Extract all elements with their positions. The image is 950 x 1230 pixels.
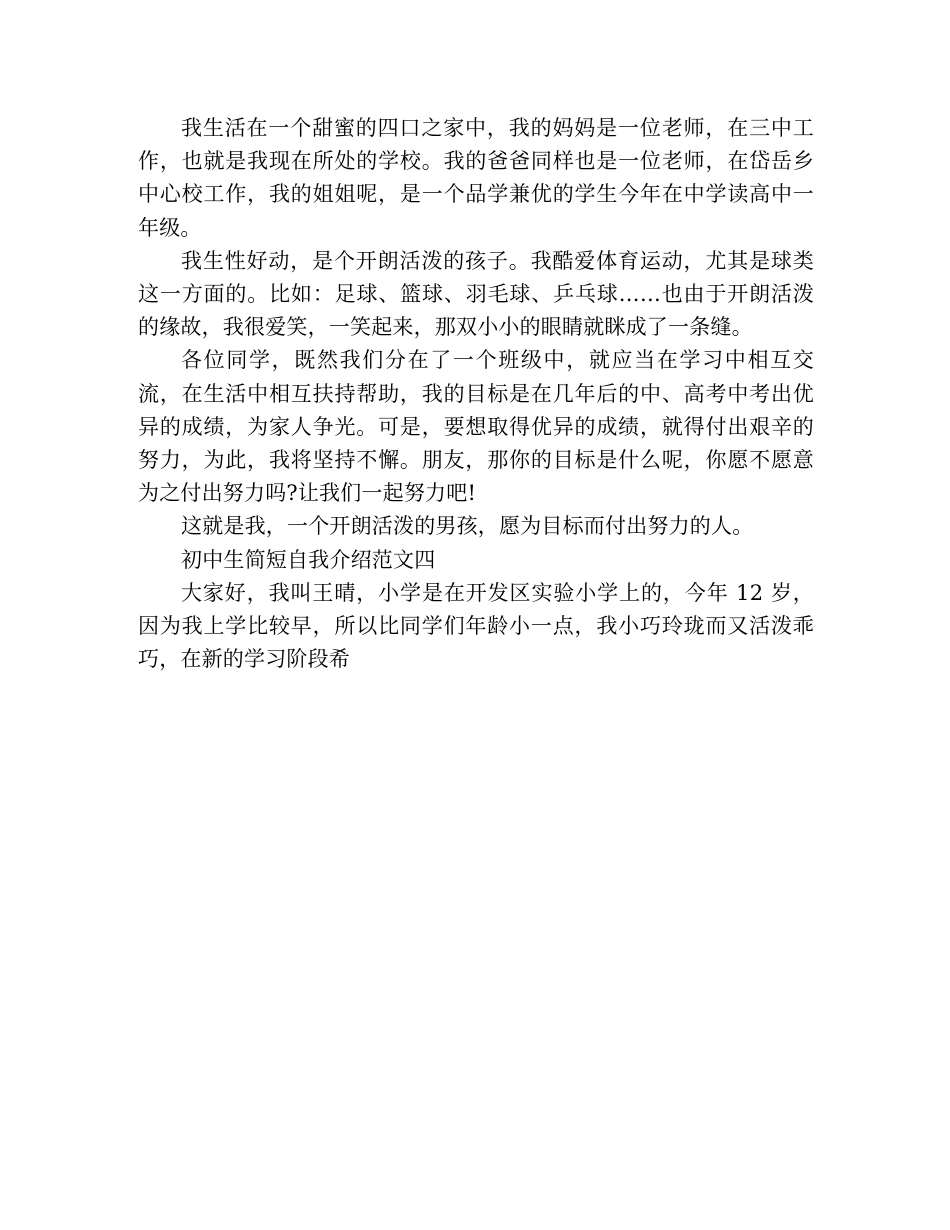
- paragraph-introduction: 大家好，我叫王晴，小学是在开发区实验小学上的，今年 12 岁，因为我上学比较早，所以比同学们年龄小一点，我小巧玲珑而又活泼乖巧，在新的学习阶段希: [138, 580, 814, 672]
- paragraph-goals: 各位同学，既然我们分在了一个班级中，就应当在学习中相互交流，在生活中相互扶持帮助，我的目标是在几年后的中、高考中考出优异的成绩，为家人争光。可是，要想取得优异的成绩，就得付出艰辛的努力，为此，我将坚持不懈。朋友，那你的目标是什么呢，你愿不愿意为之付出努力吗?让我们一起努力吧!: [138, 348, 814, 506]
- document-body: [138, 112, 814, 676]
- paragraph-family: 我生活在一个甜蜜的四口之家中，我的妈妈是一位老师，在三中工作，也就是我现在所处的学校。我的爸爸同样也是一位老师，在岱岳乡中心校工作，我的姐姐呢，是一个品学兼优的学生今年在中学读高中一年级。: [138, 116, 814, 240]
- paragraph-personality: 我生性好动，是个开朗活泼的孩子。我酷爱体育运动，尤其是球类这一方面的。比如：足球、篮球、羽毛球、乒乓球……也由于开朗活泼的缘故，我很爱笑，一笑起来，那双小小的眼睛就眯成了一条缝。: [138, 248, 814, 340]
- paragraph-summary: 这就是我，一个开朗活泼的男孩，愿为目标而付出努力的人。: [181, 514, 754, 539]
- section-heading: 初中生简短自我介绍范文四: [181, 547, 436, 572]
